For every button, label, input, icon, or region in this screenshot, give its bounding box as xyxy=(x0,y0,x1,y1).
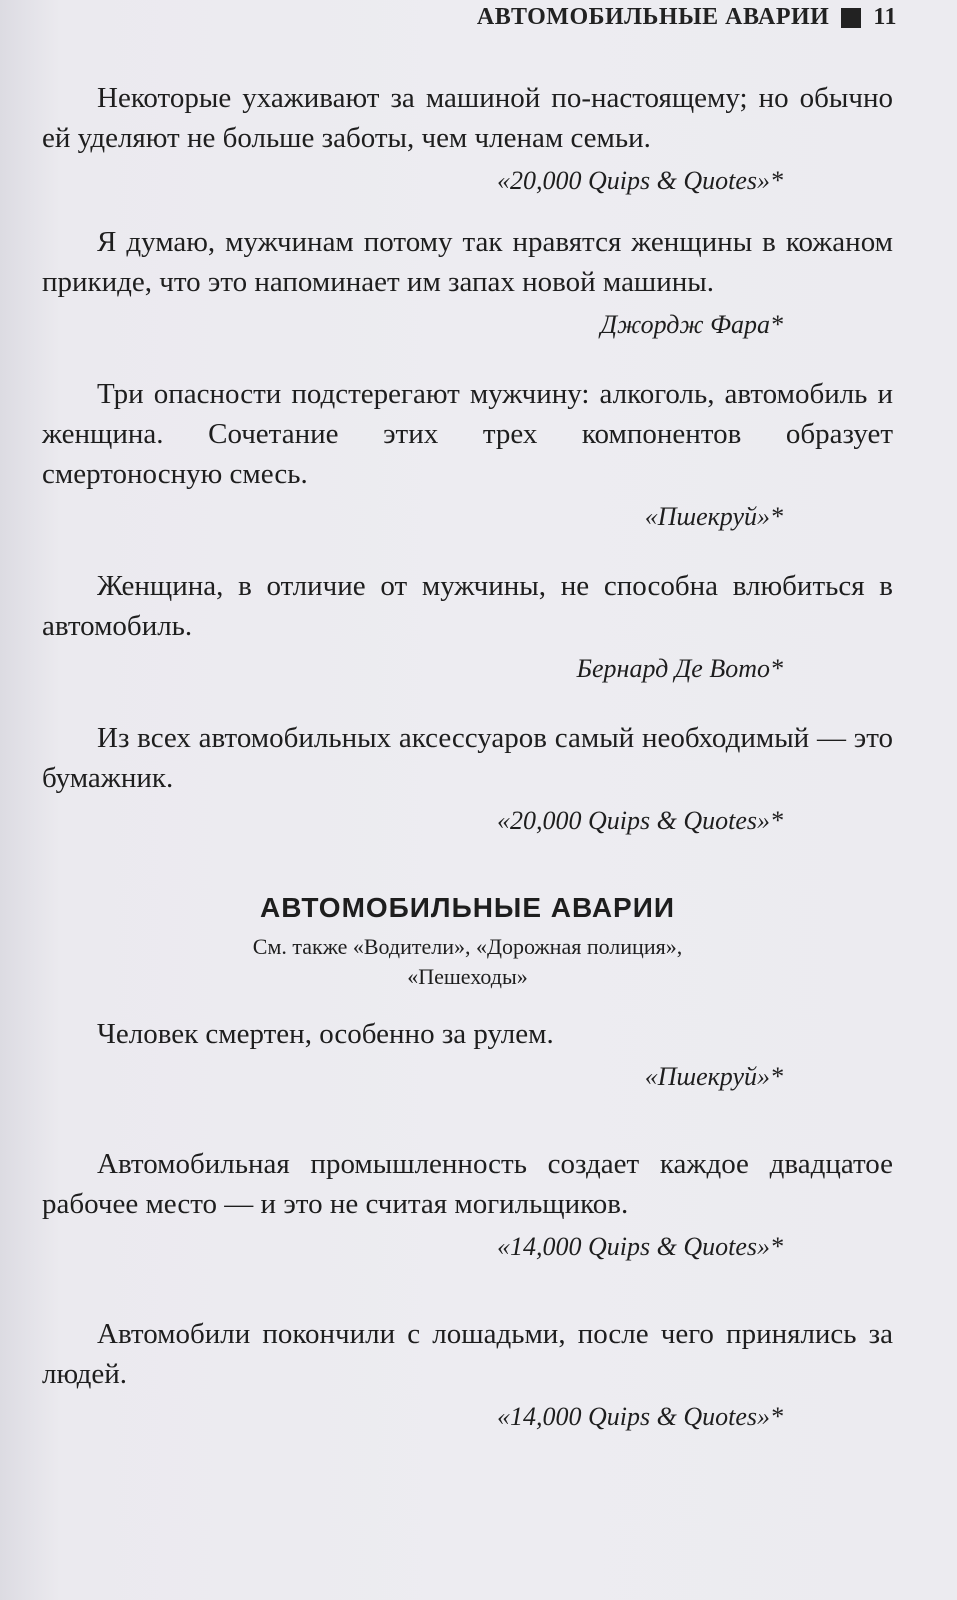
quote-text: Автомобили покончили с лошадьми, после чего принялись за людей. xyxy=(42,1318,893,1390)
quote-text: Из всех автомобильных аксессуаров самый необходимый — это бумажник. xyxy=(42,722,893,794)
see-also-line: «Пешеходы» xyxy=(407,964,528,989)
quote-text: Человек смертен, особенно за рулем. xyxy=(97,1018,554,1050)
quote-text: Три опасности подстерегают мужчину: алкоголь, автомобиль и женщина. Сочетание этих трех компонентов образует смертоносную смесь. xyxy=(42,378,893,490)
square-ornament-icon xyxy=(841,8,861,28)
quote-source: «20,000 Quips & Quotes»* xyxy=(497,806,783,835)
quote-source: «Пшекруй»* xyxy=(644,1062,783,1091)
quote-source: «14,000 Quips & Quotes»* xyxy=(497,1402,783,1431)
quote-text: Автомобильная промышленность создает каждое двадцатое рабочее место — и это не считая могильщиков. xyxy=(42,1148,893,1220)
page-content xyxy=(42,78,893,1436)
quote-source: Бернард Де Вото* xyxy=(576,654,783,683)
see-also-line: См. также «Водители», «Дорожная полиция», xyxy=(252,934,683,959)
header-title: АВТОМОБИЛЬНЫЕ АВАРИИ xyxy=(476,4,830,30)
quote-text: Некоторые ухаживают за машиной по-настоящему; но обычно ей уделяют не больше заботы, чем членам семьи. xyxy=(42,82,893,154)
quote-source: Джордж Фара* xyxy=(600,310,783,339)
quote-text: Я думаю, мужчинам потому так нравятся женщины в кожаном прикиде, что это напоминает им запах новой машины. xyxy=(42,226,893,298)
quote-source: «Пшекруй»* xyxy=(644,502,783,531)
page-number: 11 xyxy=(873,4,897,30)
running-header xyxy=(477,4,897,31)
quote-text: Женщина, в отличие от мужчины, не способна влюбиться в автомобиль. xyxy=(42,570,893,642)
quote-source: «14,000 Quips & Quotes»* xyxy=(497,1232,783,1261)
section-title: АВТОМОБИЛЬНЫЕ АВАРИИ xyxy=(260,892,675,923)
quote-source: «20,000 Quips & Quotes»* xyxy=(497,166,783,195)
